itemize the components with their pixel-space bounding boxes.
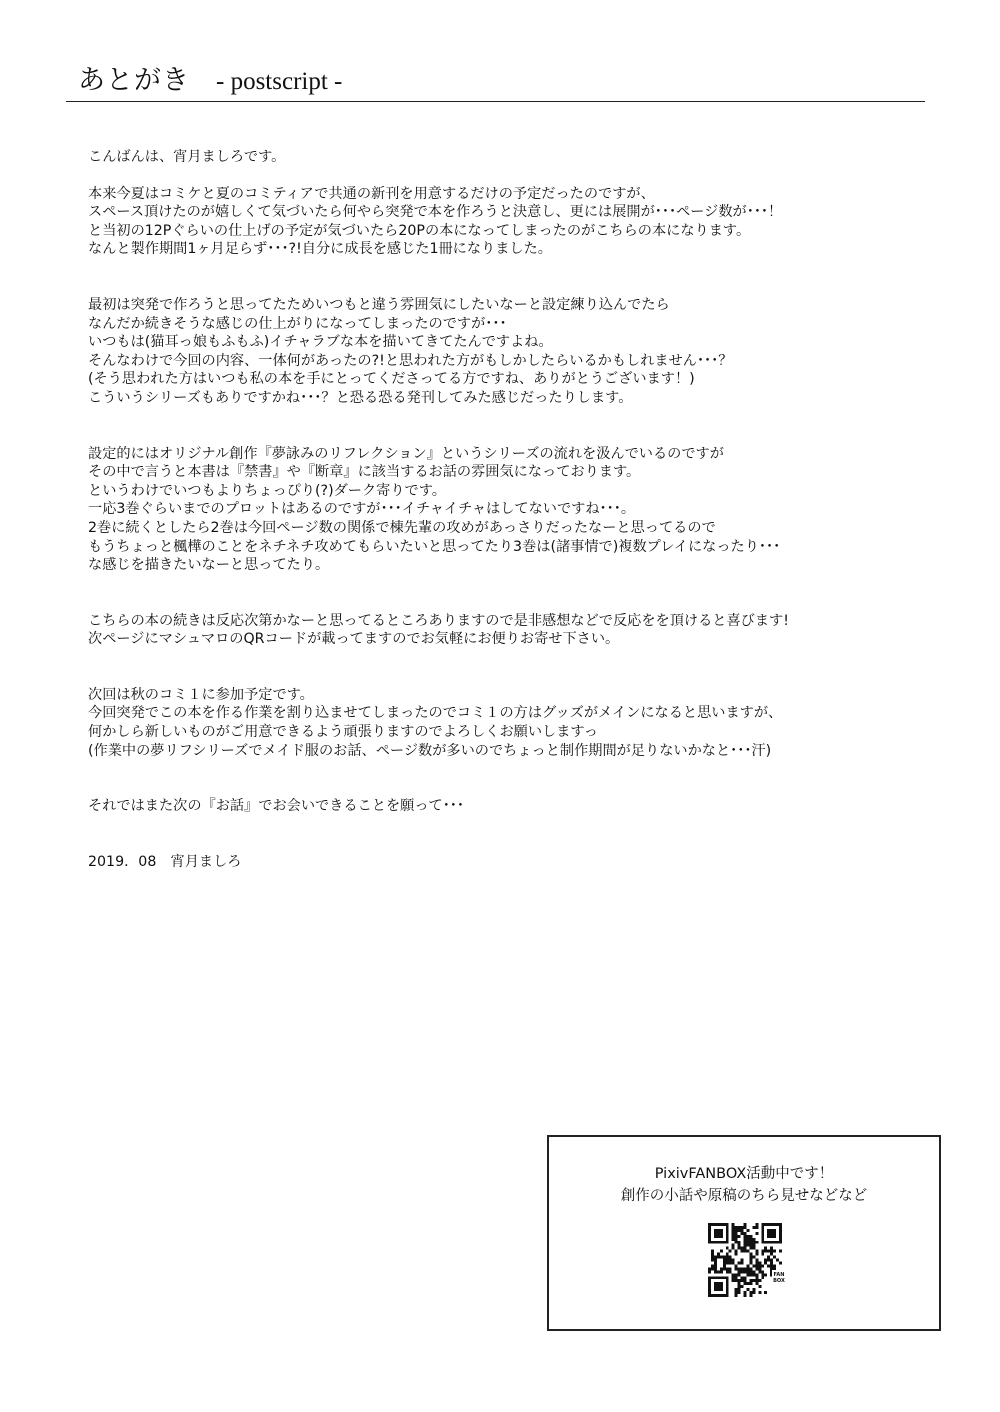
postscript-body bbox=[88, 148, 968, 871]
paragraph-greeting bbox=[88, 148, 968, 167]
text-line: なんだか続きそうな感じの仕上がりになってしまったのですが･･･ bbox=[88, 315, 507, 332]
fanbox-subline: 創作の小話や原稿のちら見せなどなど bbox=[620, 1188, 868, 1204]
text-line: もうちょっと楓樺のことをネチネチ攻めてもらいたいと思ってたり3巻は(諸事情で)複数プレイになったり･･･ bbox=[88, 538, 781, 555]
page-title bbox=[78, 54, 342, 106]
text-line: と当初の12Pぐらいの仕上げの予定が気づいたら20Pの本になってしまったのがこちらの本になります。 bbox=[88, 222, 751, 239]
paragraph-concept bbox=[88, 296, 968, 408]
text-line: 2巻に続くとしたら2巻は今回ページ数の関係で棟先輩の攻めがあっさりだったなーと思ってるので bbox=[88, 519, 716, 536]
text-line: そんなわけで今回の内容、一体何があったの?!と思われた方がもしかしたらいるかもしれません･･･？ bbox=[88, 352, 733, 369]
signature-date bbox=[88, 853, 968, 872]
text-line: というわけでいつもよりちょっぴり(?)ダーク寄りです。 bbox=[88, 482, 446, 499]
fanbox-logo-text: FAN BOX bbox=[773, 1272, 785, 1284]
text-line: なんと製作期間1ヶ月足らず･･･?!自分に成長を感じた1冊になりました。 bbox=[88, 241, 552, 258]
title-english: - postscript - bbox=[216, 68, 343, 95]
paragraph-intro bbox=[88, 185, 968, 259]
qr-code-icon[interactable] bbox=[708, 1223, 782, 1297]
text-line: 何かしら新しいものがご用意できるよう頑張りますのでよろしくお願いしますっ bbox=[88, 724, 598, 741]
paragraph-feedback bbox=[88, 612, 968, 649]
text-line: 最初は突発で作ろうと思ってたためいつもと違う雰囲気にしたいなーと設定練り込んでたら bbox=[88, 296, 670, 313]
fanbox-logo bbox=[772, 1270, 786, 1294]
fanbox-notice-box bbox=[547, 1135, 941, 1331]
text-line: 本来今夏はコミケと夏のコミティアで共通の新刊を用意するだけの予定だったのですが、 bbox=[88, 185, 655, 202]
paragraph-setting bbox=[88, 445, 968, 575]
text-line: 次回は秋のコミ１に参加予定です。 bbox=[88, 686, 314, 703]
text-line: な感じを描きたいなーと思ってたり。 bbox=[88, 557, 330, 574]
paragraph-closing bbox=[88, 797, 968, 816]
text-line: (作業中の夢リフシリーズでメイド服のお話、ページ数が多いのでちょっと制作期間が足りないかなと･･･汗) bbox=[88, 742, 772, 759]
text-line: 2019．08 宵月ましろ bbox=[88, 853, 242, 870]
text-line: それではまた次の『お話』でお会いできることを願って･･･ bbox=[88, 798, 464, 815]
text-line: いつもは(猫耳っ娘もふもふ)イチャラブな本を描いてきてたんですよね。 bbox=[88, 334, 553, 351]
title-rule bbox=[66, 101, 925, 102]
text-line: (そう思われた方はいつも私の本を手にとってくださってる方ですね、ありがとうございます！) bbox=[88, 371, 695, 388]
text-line: こんばんは、宵月ましろです。 bbox=[88, 149, 286, 165]
title-japanese: あとがき bbox=[78, 65, 190, 96]
fanbox-notice-text bbox=[549, 1163, 939, 1207]
text-line: スペース頂けたのが嬉しくて気づいたら何やら突発で本を作ろうと決意し、更には展開が･･･ページ数が･･･！ bbox=[88, 204, 783, 221]
text-line: 設定的にはオリジナル創作『夢詠みのリフレクション』というシリーズの流れを汲んでいるのですが bbox=[88, 445, 724, 462]
text-line: その中で言うと本書は『禁書』や『断章』に該当するお話の雰囲気になっております。 bbox=[88, 464, 641, 481]
text-line: こちらの本の続きは反応次第かなーと思ってるところありますので是非感想などで反応をを頂けると喜びます! bbox=[88, 612, 789, 629]
text-line: 一応3巻ぐらいまでのプロットはあるのですが･･･イチャイチャはしてないですね･･･。 bbox=[88, 501, 636, 518]
paragraph-next-event bbox=[88, 686, 968, 760]
text-line: 次ページにマシュマロのQRコードが載ってますのでお気軽にお便りお寄せ下さい。 bbox=[88, 631, 620, 648]
text-line: こういうシリーズもありですかね･･･？と恐る恐る発刊してみた感じだったりします。 bbox=[88, 389, 633, 406]
text-line: 今回突発でこの本を作る作業を割り込ませてしまったのでコミ１の方はグッズがメインになると思いますが、 bbox=[88, 705, 783, 722]
fanbox-headline: PixivFANBOX活動中です！ bbox=[654, 1166, 834, 1182]
